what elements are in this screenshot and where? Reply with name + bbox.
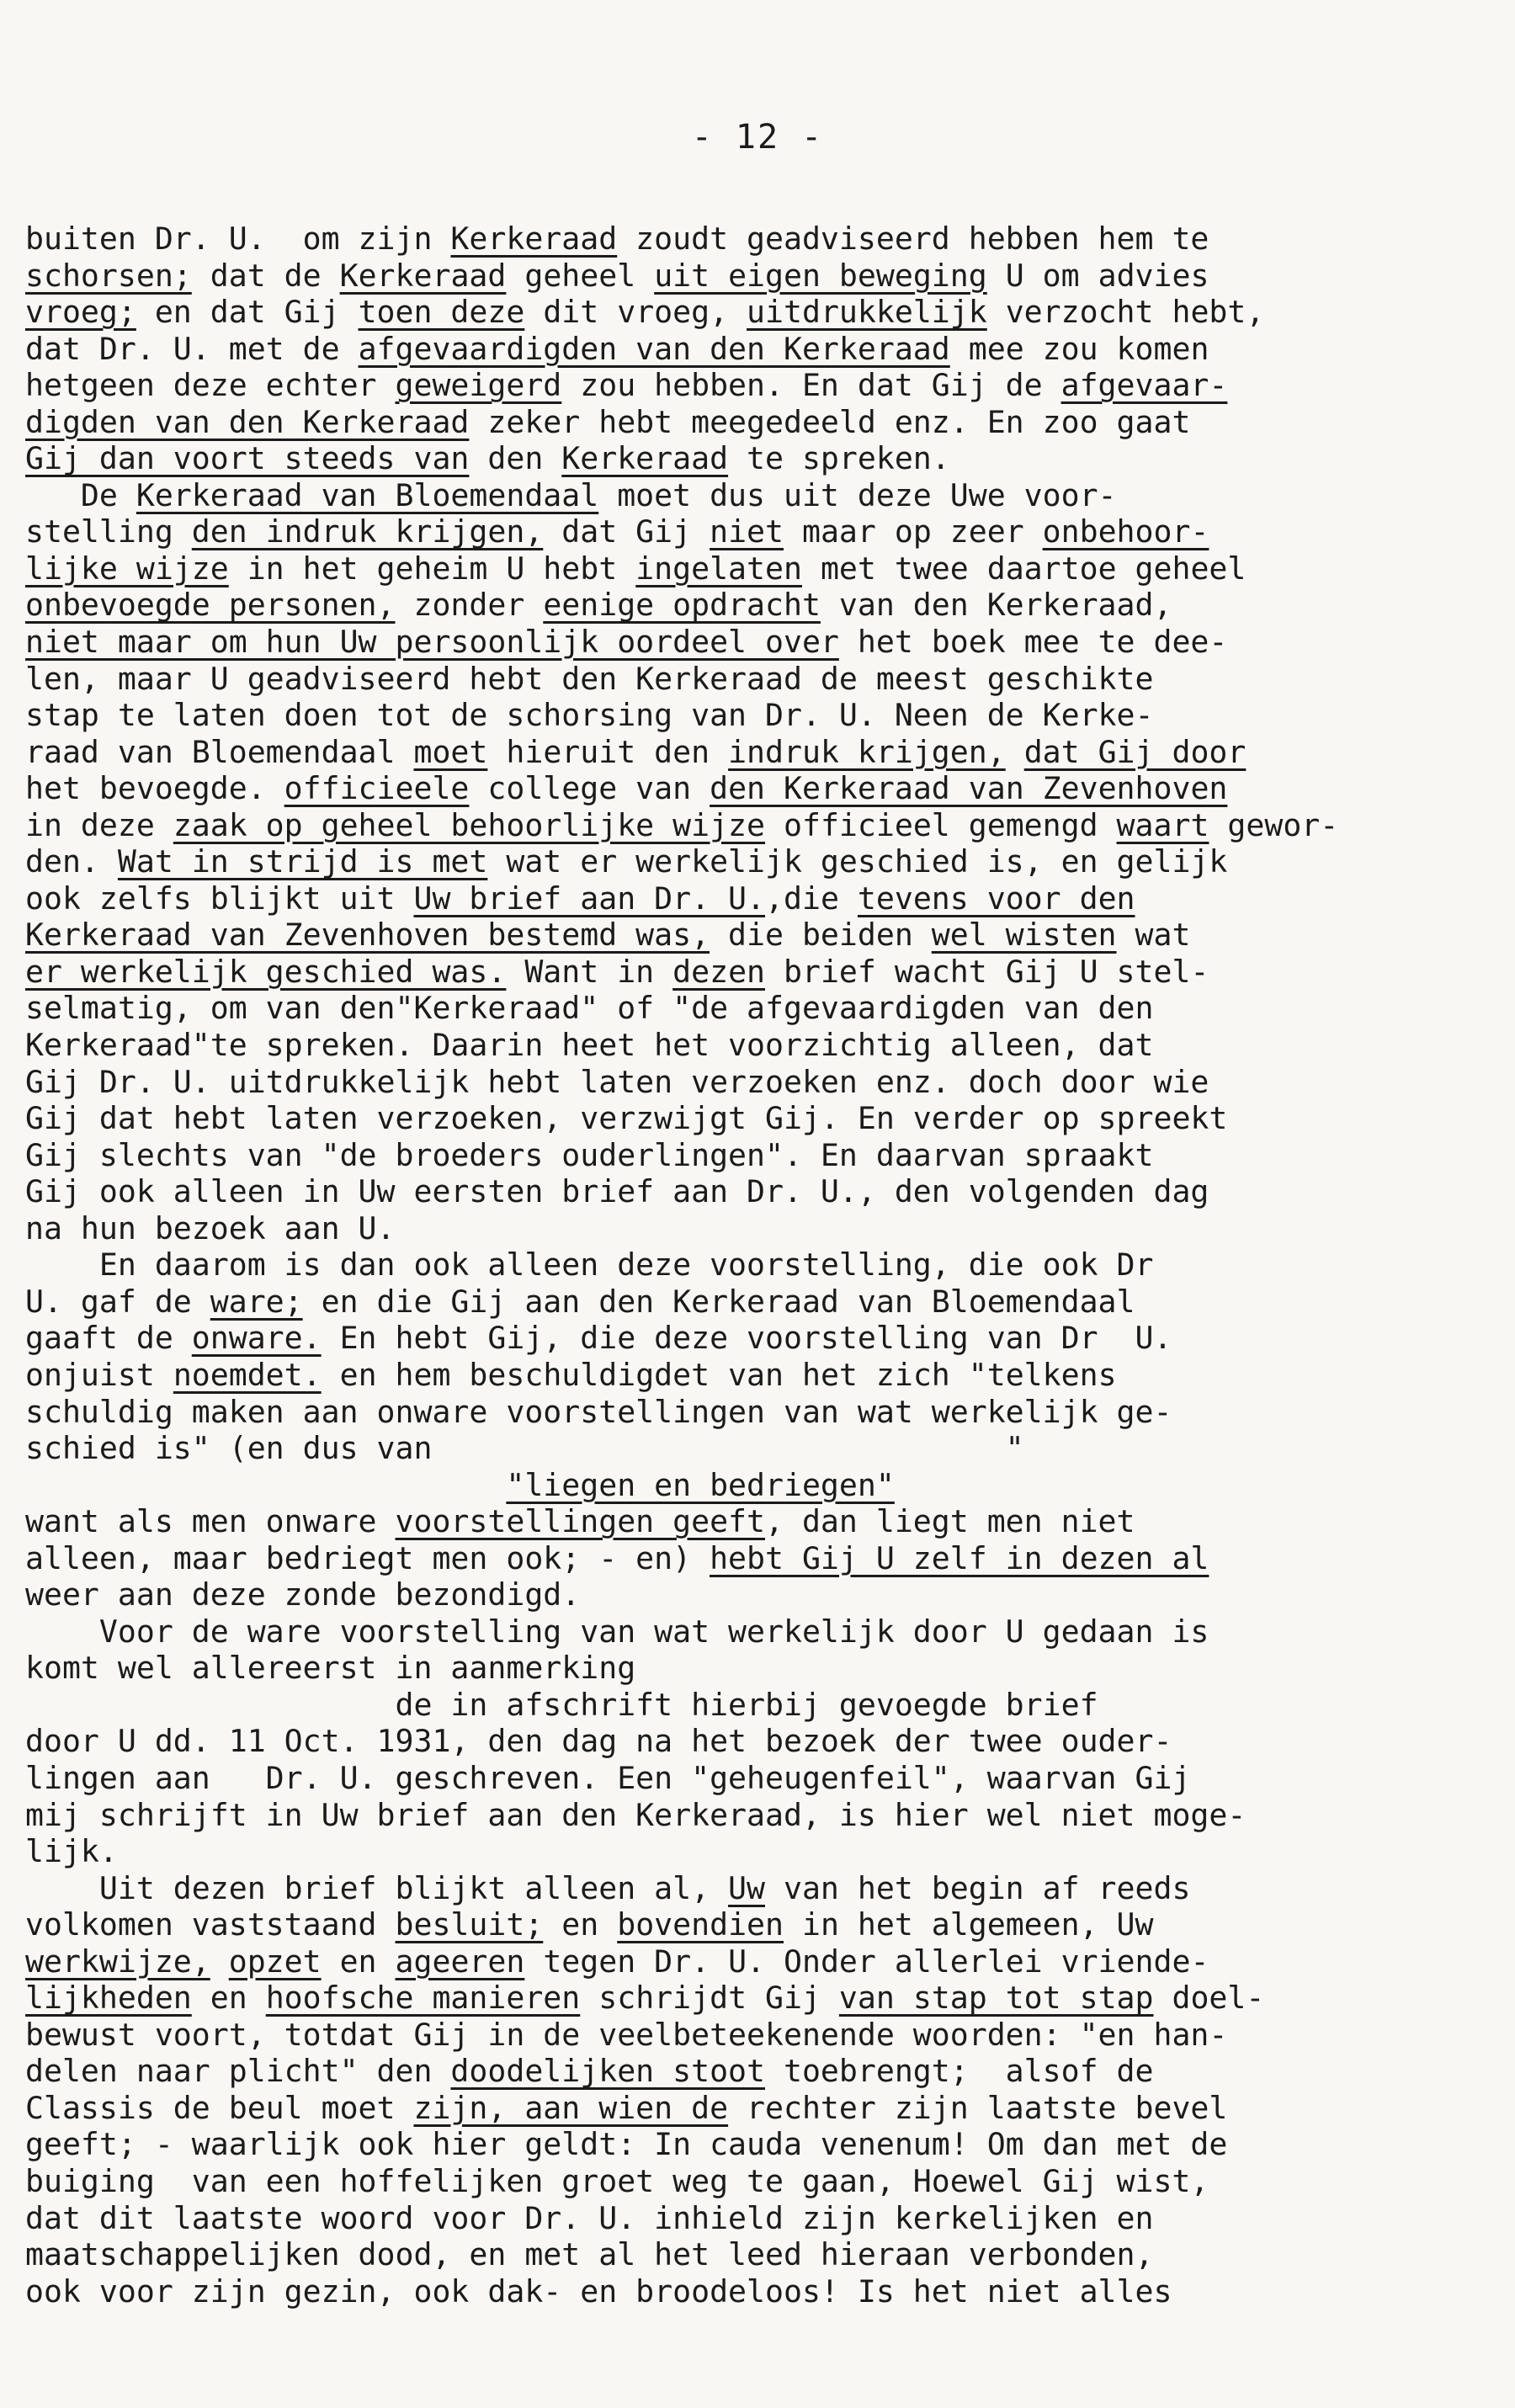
text-line: len, maar U geadviseerd hebt den Kerkeraad de meest geschikte — [25, 660, 1154, 697]
text-line: vroeg; en dat Gij toen deze dit vroeg, uitdrukkelijk verzocht hebt, — [25, 294, 1265, 331]
text-line: mij schrijft in Uw brief aan den Kerkeraad, is hier wel niet moge- — [25, 1796, 1247, 1833]
text-line: selmatig, om van den"Kerkeraad" of "de afgevaardigden van den — [25, 990, 1154, 1027]
letter-body — [25, 221, 1507, 2310]
text-line: niet maar om hun Uw persoonlijk oordeel over het boek mee te dee- — [25, 624, 1228, 661]
text-line: Uit dezen brief blijkt alleen al, Uw van het begin af reeds — [25, 1869, 1191, 1906]
text-line: Voor de ware voorstelling van wat werkelijk door U gedaan is — [25, 1613, 1209, 1650]
text-line: weer aan deze zonde bezondigd. — [25, 1576, 581, 1613]
text-line: Gij slechts van "de broeders ouderlingen". En daarvan spraakt — [25, 1136, 1154, 1173]
text-line: onjuist noemdet. en hem beschuldigdet van het zich "telkens — [25, 1356, 1117, 1393]
text-line: dat dit laatste woord voor Dr. U. inhield zijn kerkelijken en — [25, 2199, 1154, 2236]
text-line: Kerkeraad"te spreken. Daarin heet het voorzichtig alleen, dat — [25, 1027, 1154, 1064]
text-line: den. Wat in strijd is met wat er werkelijk geschied is, en gelijk — [25, 843, 1228, 880]
text-line: gaaft de onware. En hebt Gij, die deze voorstelling van Dr U. — [25, 1320, 1172, 1357]
text-line: alleen, maar bedriegt men ook; - en) hebt Gij U zelf in dezen al — [25, 1539, 1209, 1576]
text-line: "liegen en bedriegen" — [506, 1466, 895, 1503]
text-line: De Kerkeraad van Bloemendaal moet dus uit deze Uwe voor- — [25, 476, 1117, 513]
text-line: Gij Dr. U. uitdrukkelijk hebt laten verzoeken enz. doch door wie — [25, 1063, 1209, 1100]
text-line: volkomen vaststaand besluit; en bovendien in het algemeen, Uw — [25, 1906, 1154, 1943]
text-line: geeft; - waarlijk ook hier geldt: In cauda venenum! Om dan met de — [25, 2126, 1228, 2163]
text-line: na hun bezoek aan U. — [25, 1209, 396, 1247]
text-line: het bevoegde. officieele college van den Kerkeraad van Zevenhoven — [25, 770, 1228, 807]
text-line: lijk. — [25, 1833, 118, 1870]
text-line: Gij ook alleen in Uw eersten brief aan Dr. U., den volgenden dag — [25, 1173, 1209, 1210]
text-line: stap te laten doen tot de schorsing van Dr. U. Neen de Kerke- — [25, 697, 1154, 734]
text-line: er werkelijk geschied was. Want in dezen brief wacht Gij U stel- — [25, 953, 1209, 990]
text-line: En daarom is dan ook alleen deze voorstelling, die ook Dr — [25, 1247, 1154, 1284]
text-line: want als men onware voorstellingen geeft, dan liegt men niet — [25, 1503, 1135, 1540]
text-line: maatschappelijken dood, en met al het leed hieraan verbonden, — [25, 2236, 1154, 2273]
text-line: ook voor zijn gezin, ook dak- en broodeloos! Is het niet alles — [25, 2272, 1172, 2310]
text-line: Classis de beul moet zijn, aan wien de rechter zijn laatste bevel — [25, 2089, 1228, 2126]
text-line: lijke wijze in het geheim U hebt ingelaten met twee daartoe geheel — [25, 550, 1247, 587]
text-line: digden van den Kerkeraad zeker hebt meegedeeld enz. En zoo gaat — [25, 403, 1191, 440]
text-line: komt wel allereerst in aanmerking — [25, 1650, 636, 1687]
text-line: buiging van een hoffelijken groet weg te gaan, Hoewel Gij wist, — [25, 2162, 1209, 2199]
text-line: schorsen; dat de Kerkeraad geheel uit eigen beweging U om advies — [25, 257, 1209, 294]
text-line: ook zelfs blijkt uit Uw brief aan Dr. U.,die tevens voor den — [25, 880, 1135, 917]
text-line: onbevoegde personen, zonder eenige opdracht van den Kerkeraad, — [25, 587, 1172, 624]
text-line: schuldig maken aan onware voorstellingen van wat werkelijk ge- — [25, 1393, 1172, 1430]
text-line: Kerkeraad van Zevenhoven bestemd was, die beiden wel wisten wat — [25, 917, 1191, 954]
text-line: schied is" (en dus van " — [25, 1430, 1024, 1467]
text-line: in deze zaak op geheel behoorlijke wijze officieel gemengd waart gewor- — [25, 806, 1339, 843]
text-line: werkwijze, opzet en ageeren tegen Dr. U. Onder allerlei vriende- — [25, 1943, 1209, 1980]
text-line: de in afschrift hierbij gevoegde brief — [25, 1686, 1098, 1723]
text-line: Gij dan voort steeds van den Kerkeraad te spreken. — [25, 440, 950, 477]
page-number: - 12 - — [691, 118, 824, 157]
text-line: door U dd. 11 Oct. 1931, den dag na het bezoek der twee ouder- — [25, 1723, 1172, 1760]
text-line: Gij dat hebt laten verzoeken, verzwijgt Gij. En verder op spreekt — [25, 1100, 1228, 1137]
text-line: dat Dr. U. met de afgevaardigden van den Kerkeraad mee zou komen — [25, 330, 1209, 367]
text-line: delen naar plicht" den doodelijken stoot toebrengt; alsof de — [25, 2053, 1154, 2090]
text-line: raad van Bloemendaal moet hieruit den indruk krijgen, dat Gij door — [25, 733, 1247, 770]
text-line: bewust voort, totdat Gij in de veelbeteekenende woorden: "en han- — [25, 2016, 1228, 2053]
text-line: lijkheden en hoofsche manieren schrijdt Gij van stap tot stap doel- — [25, 1980, 1265, 2017]
text-line: stelling den indruk krijgen, dat Gij niet maar op zeer onbehoor- — [25, 513, 1209, 550]
text-line: lingen aan Dr. U. geschreven. Een "geheugenfeil", waarvan Gij — [25, 1759, 1191, 1796]
text-line: U. gaf de ware; en die Gij aan den Kerkeraad van Bloemendaal — [25, 1283, 1135, 1320]
text-line: buiten Dr. U. om zijn Kerkeraad zoudt geadviseerd hebben hem te — [25, 221, 1209, 257]
text-line: hetgeen deze echter geweigerd zou hebben. En dat Gij de afgevaar- — [25, 367, 1228, 404]
